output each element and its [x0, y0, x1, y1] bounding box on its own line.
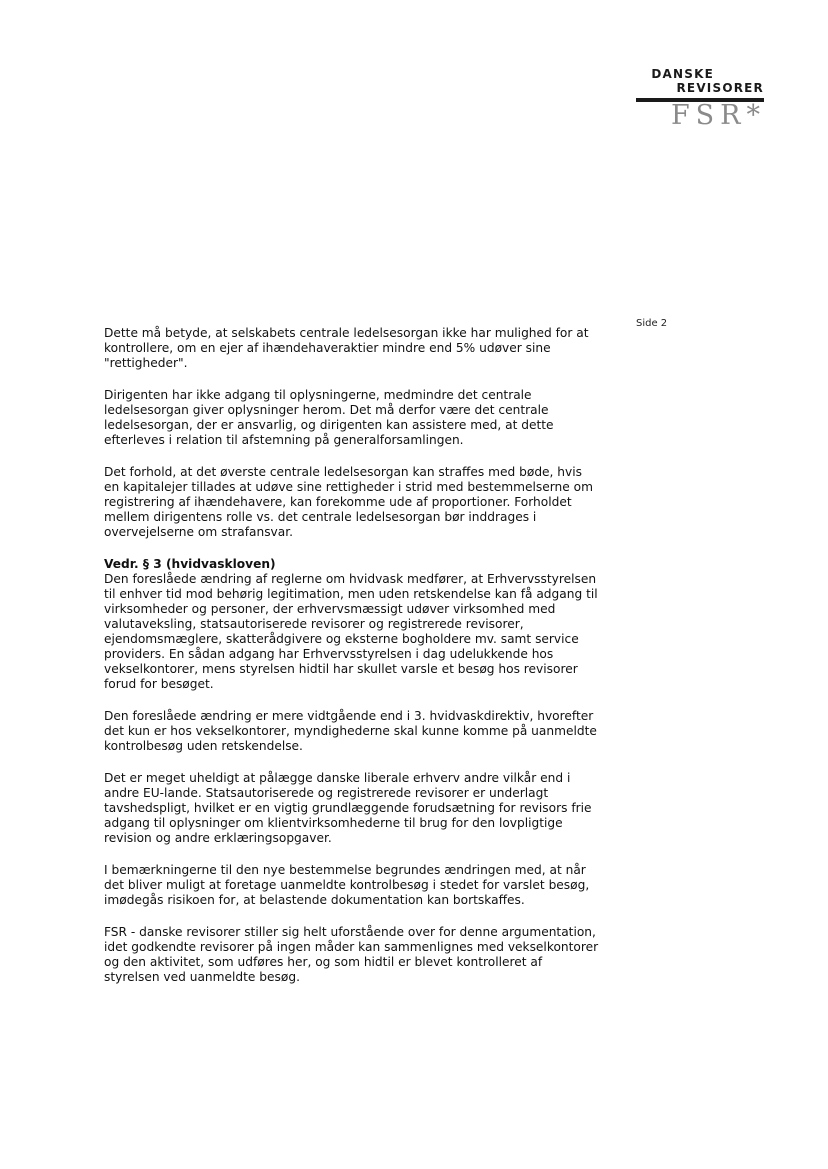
paragraph: Den foreslåede ændring er mere vidtgående end i 3. hvidvaskdirektiv, hvorefter det kun er hos vekselkontorer, myndighederne skal kunne komme på uanmeldte kontrolbesøg uden retskendelse.: [104, 709, 597, 753]
paragraph: Det er meget uheldigt at pålægge danske liberale erhverv andre vilkår end i andre EU-lande. Statsautoriserede og registrerede revisorer er underlagt tavshedspligt, hvilket er en vigtig grundlæggende forudsætning for revisors frie adgang til oplysninger om klientvirksomhederne til brug for den lovpligtige revision og andre erklæringsopgaver.: [104, 771, 592, 845]
fsr-logo: [620, 64, 770, 134]
paragraph: FSR - danske revisorer stiller sig helt uforstående over for denne argumentation, idet godkendte revisorer på ingen måder kan sammenlignes med vekselkontorer og den aktivitet, som udføres her, og som hidtil er blevet kontrolleret af styrelsen ved uanmeldte besøg.: [104, 925, 599, 984]
paragraph: Det forhold, at det øverste centrale ledelsesorgan kan straffes med bøde, hvis en kapitalejer tillades at udøve sine rettigheder i strid med bestemmelserne om registrering af ihændehavere, kan forekomme ude af proportioner. Forholdet mellem dirigentens rolle vs. det centrale ledelsesorgan bør inddrages i overvejelserne om strafansvar.: [104, 465, 593, 539]
page-number: Side 2: [636, 318, 668, 329]
logo-fsr-mark: FSR*: [670, 100, 766, 131]
paragraph: Dirigenten har ikke adgang til oplysningerne, medmindre det centrale ledelsesorgan giver oplysninger herom. Det må derfor være det centrale ledelsesorgan, der er ansvarlig, og dirigenten kan assistere med, at dette efterleves i relation til afstemning på generalforsamlingen.: [104, 388, 554, 447]
logo-line-revisorer: REVISORER: [676, 81, 764, 95]
paragraph: Dette må betyde, at selskabets centrale ledelsesorgan ikke har mulighed for at kontrollere, om en ejer af ihændehaveraktier mindre end 5% udøver sine "rettigheder".: [104, 326, 589, 370]
section-heading: Vedr. § 3 (hvidvaskloven): [104, 557, 276, 571]
logo-line-danske: DANSKE: [651, 67, 714, 81]
letter-body: [104, 326, 600, 1002]
section-hvidvaskloven: [104, 557, 600, 985]
paragraph: I bemærkningerne til den nye bestemmelse begrundes ændringen med, at når det bliver muligt at foretage uanmeldte kontrolbesøg i stedet for varslet besøg, imødegås risikoen for, at belastende dokumentation kan bortskaffes.: [104, 863, 590, 907]
paragraph: Den foreslåede ændring af reglerne om hvidvask medfører, at Erhvervsstyrelsen til enhver tid mod behørig legitimation, men uden retskendelse kan få adgang til virksomheder og personer, der erhvervsmæssigt udøver virksomhed med valutaveksling, statsautoriserede revisorer og registrerede revisorer, ejendomsmæglere, skatterådgivere og eksterne bogholdere mv. samt service providers. En sådan adgang har Erhvervsstyrelsen i dag udelukkende hos vekselkontorer, mens styrelsen hidtil har skullet varsle et besøg hos revisorer forud for besøget.: [104, 572, 598, 691]
